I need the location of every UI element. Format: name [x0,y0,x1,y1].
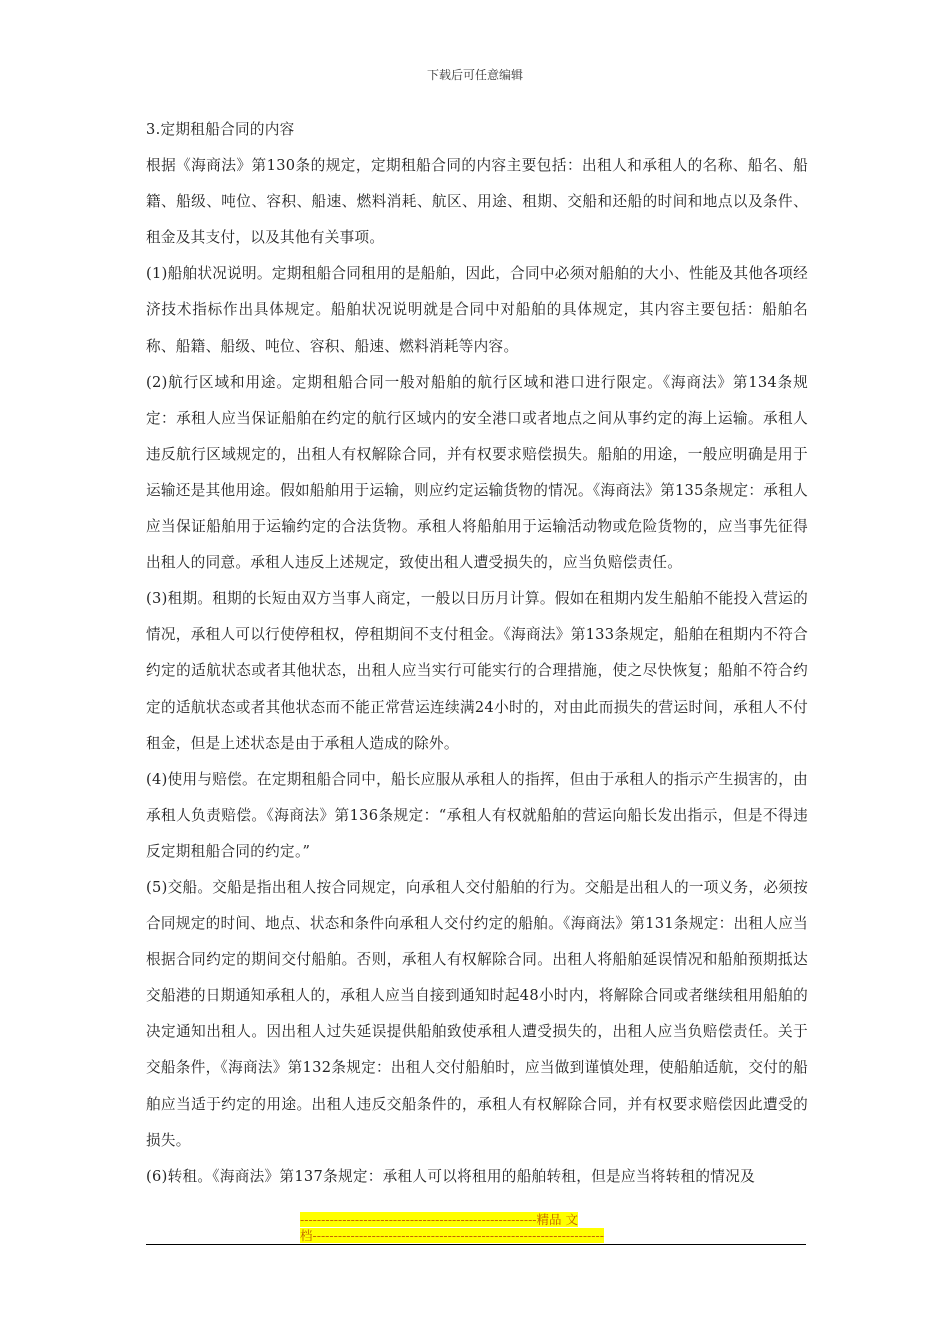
paragraph-charter-period: (3)租期。租期的长短由双方当事人商定，一般以日历月计算。假如在租期内发生船舶不能投入营运的情况，承租人可以行使停租权，停租期间不支付租金。《海商法》第133条规定，船舶在租期内不符合约定的适航状态或者其他状态，出租人应当实行可能实行的合理措施，使之尽快恢复；船舶不符合约定的适航状态或者其他状态而不能正常营运连续满24小时的，对由此而损失的营运时间，承租人不付租金，但是上述状态是由于承租人造成的除外。 [146,590,809,752]
paragraph-intro: 根据《海商法》第130条的规定，定期租船合同的内容主要包括：出租人和承租人的名称、船名、船籍、船级、吨位、容积、船速、燃料消耗、航区、用途、租期、交船和还船的时间和地点以及条件、租金及其支付，以及其他有关事项。 [146,157,808,247]
footer-mark-line1: --------------------------------------------------------精品 文 [300,1212,578,1227]
footer-divider [146,1244,806,1245]
paragraph-ship-description: (1)船舶状况说明。定期租船合同租用的是船舶，因此，合同中必须对船舶的大小、性能及其他各项经济技术指标作出具体规定。船舶状况说明就是合同中对船舶的具体规定，其内容主要包括：船舶名称、船籍、船级、吨位、容积、船速、燃料消耗等内容。 [146,265,809,355]
paragraph-delivery: (5)交船。交船是指出租人按合同规定，向承租人交付船舶的行为。交船是出租人的一项义务，必须按合同规定的时间、地点、状态和条件向承租人交付约定的船舶。《海商法》第131条规定：出租人应当根据合同约定的期间交付船舶。否则，承租人有权解除合同。出租人将船舶延误情况和船舶预期抵达交船港的日期通知承租人的，承租人应当自接到通知时起48小时内，将解除合同或者继续租用船舶的决定通知出租人。因出租人过失延误提供船舶致使承租人遭受损失的，出租人应当负赔偿责任。关于交船条件，《海商法》第132条规定：出租人交付船舶时，应当做到谨慎处理，使船舶适航，交付的船舶应当适于约定的用途。出租人违反交船条件的，承租人有权解除合同，并有权要求赔偿因此遭受的损失。 [146,878,809,1149]
page-header: 下载后可任意编辑 [426,68,523,82]
footer-mark-line2: 档--------------------------------------------------------------------- [300,1228,604,1243]
paragraph-sublet: (6)转租。《海商法》第137条规定：承租人可以将租用的船舶转租，但是应当将转租的情况及 [146,1167,755,1185]
footer-watermark [300,1212,650,1244]
document-body [146,112,808,1195]
paragraph-navigation-area: (2)航行区域和用途。定期租船合同一般对船舶的航行区域和港口进行限定。《海商法》第134条规定：承租人应当保证船舶在约定的航行区域内的安全港口或者地点之间从事约定的海上运输。承租人违反航行区域规定的，出租人有权解除合同，并有权要求赔偿损失。船舶的用途，一般应明确是用于运输还是其他用途。假如船舶用于运输，则应约定运输货物的情况。《海商法》第135条规定：承租人应当保证船舶用于运输约定的合法货物。承租人将船舶用于运输活动物或危险货物的，应当事先征得出租人的同意。承租人违反上述规定，致使出租人遭受损失的，应当负赔偿责任。 [146,373,808,572]
section-title: 3.定期租船合同的内容 [146,121,295,138]
paragraph-use-compensation: (4)使用与赔偿。在定期租船合同中，船长应服从承租人的指挥，但由于承租人的指示产生损害的，由承租人负责赔偿。《海商法》第136条规定：“承租人有权就船舶的营运向船长发出指示，但是不得违反定期租船合同的约定。” [146,770,809,860]
